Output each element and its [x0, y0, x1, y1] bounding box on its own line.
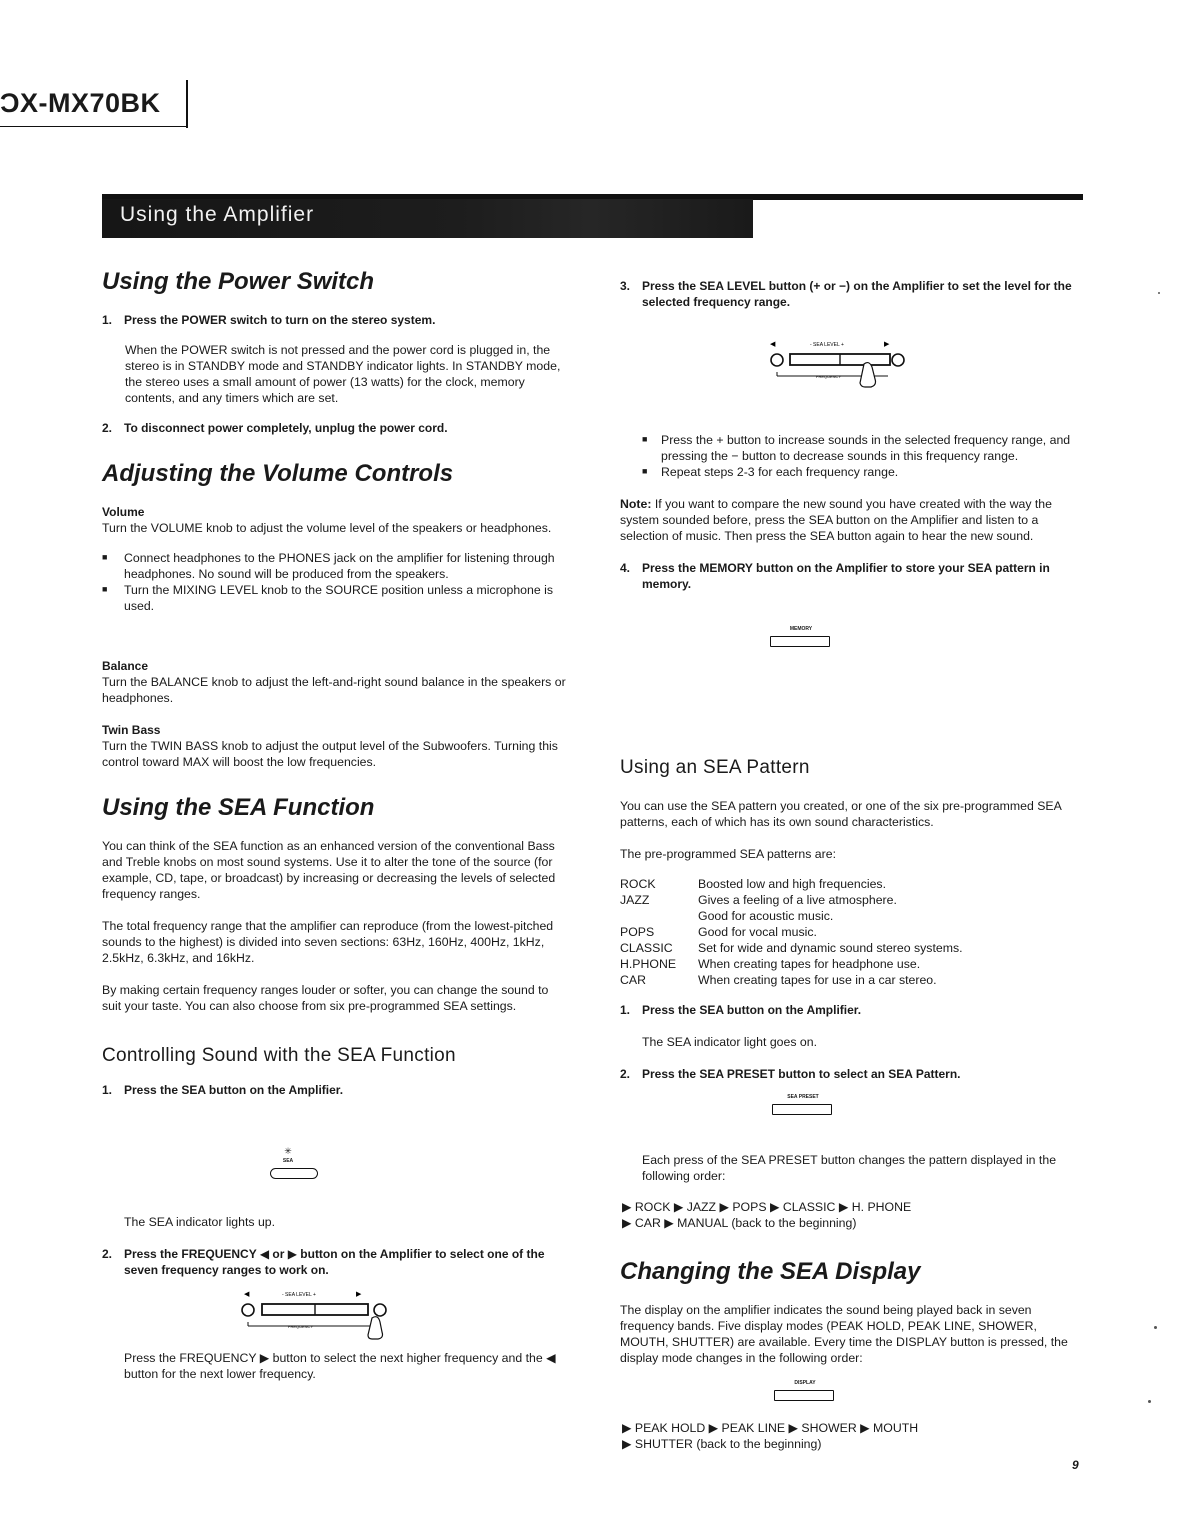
power-title: Using the Power Switch [102, 268, 375, 295]
power-step-1-body: When the POWER switch is not pressed and the power cord is plugged in, the stereo is in STANDBY mode and STANDBY indicator lights. In STANDBY mode, the stereo uses a small amount of power (13 watts) for the clock, memory contents, and any timers which are set. [125, 343, 561, 405]
pattern-section [620, 756, 1082, 1082]
pattern-row: ROCK Boosted low and high frequencies. [620, 877, 886, 891]
right-column [620, 278, 1082, 310]
sea-paragraph-1: You can think of the SEA function as an enhanced version of the conventional Bass and Treble knobs on most sound systems. Use it to alter the tone of the source (for example, CD, tape, or broadcast) by increasing or decreasing the levels of selected frequency ranges. [102, 839, 556, 901]
sea-indicator-icon: ✳ [284, 1146, 292, 1156]
frequency-label-2: FREQUENCY [816, 374, 842, 379]
scan-speck [1158, 292, 1160, 294]
pattern-step-1: 1. Press the SEA button on the Amplifier. [620, 1003, 862, 1017]
pattern-order-line-1: ▶ ROCK ▶ JAZZ ▶ POPS ▶ CLASSIC ▶ H. PHONE [622, 1200, 912, 1214]
memory-button[interactable] [770, 636, 830, 647]
display-order-line-2: ▶ SHUTTER (back to the beginning) [622, 1437, 822, 1451]
sea-label: SEA [282, 1158, 294, 1164]
right-bullets [642, 432, 1082, 480]
note-block [620, 496, 1082, 592]
volume-title: Adjusting the Volume Controls [102, 460, 454, 487]
svg-text:▶: ▶ [356, 1291, 362, 1298]
left-column [102, 268, 568, 1098]
volume-bullet-2: ■ Turn the MIXING LEVEL knob to the SOURCE position unless a microphone is used. [102, 582, 568, 614]
control-step-1-note: The SEA indicator lights up. [124, 1215, 276, 1229]
display-paragraph: The display on the amplifier indicates the sound being played back in seven frequency bands. Five display modes (PEAK HOLD, PEAK LINE, SHOWER, MOUTH, SHUTTER) are available. Every time the DISPLAY button is pressed, the display mode changes in the following order: [620, 1303, 1068, 1365]
pattern-step-2: 2. Press the SEA PRESET button to select an SEA Pattern. [620, 1067, 961, 1081]
svg-text:◀: ◀ [770, 341, 776, 348]
sea-function-title: Using the SEA Function [102, 794, 375, 821]
pattern-table [620, 876, 1082, 988]
pattern-step-1-note: The SEA indicator light goes on. [642, 1035, 817, 1049]
sea-paragraph-3: By making certain frequency ranges louder or softer, you can change the sound to suit your taste. You can also choose from six pre-programmed SEA settings. [102, 983, 549, 1013]
section-title: Using the Amplifier [120, 203, 315, 226]
memory-button-figure [770, 626, 832, 650]
frequency-button-figure [234, 1288, 394, 1340]
balance-body: Turn the BALANCE knob to adjust the left-and-right sound balance in the speakers or headphones. [102, 675, 566, 705]
volume-bullet-1: ■ Connect headphones to the PHONES jack on the amplifier for listening through headphones. No sound will be produced from the speakers. [102, 550, 568, 582]
pressing-finger-icon [368, 1317, 383, 1339]
volume-body: Turn the VOLUME knob to adjust the volume level of the speakers or headphones. [102, 521, 552, 535]
pattern-order [622, 1199, 1082, 1231]
memory-label: MEMORY [789, 626, 813, 632]
twin-bass-body: Turn the TWIN BASS knob to adjust the output level of the Subwoofers. Turning this control toward MAX will boost the low frequencies. [102, 739, 558, 769]
control-bullet-2: ■ Repeat steps 2-3 for each frequency range. [642, 464, 1082, 480]
sea-level-label-1: - SEA LEVEL + [282, 1292, 316, 1298]
control-title: Controlling Sound with the SEA Function [102, 1045, 456, 1066]
left-knob-icon [242, 1304, 254, 1316]
power-step-2: 2. To disconnect power completely, unplug the power cord. [102, 421, 448, 435]
note-text: Note: If you want to compare the new sound you have created with the way the system sounded before, press the SEA button on the Amplifier and listen to a selection of music. Then press the SEA button again to hear the new sound. [620, 497, 1052, 543]
sea-level-button-figure [770, 338, 930, 396]
sea-level-label-2: - SEA LEVEL + [810, 342, 844, 348]
control-bullet-1: ■ Press the + button to increase sounds in the selected frequency range, and pressing the − button to decrease sounds in this frequency range. [642, 432, 1082, 464]
model-underline [0, 126, 188, 127]
sea-preset-button[interactable] [772, 1104, 832, 1115]
right-knob-icon [374, 1304, 386, 1316]
control-step-1: 1. Press the SEA button on the Amplifier. [102, 1083, 344, 1097]
scan-speck [1148, 1400, 1151, 1403]
pattern-paragraph-2: The pre-programmed SEA patterns are: [620, 847, 836, 861]
pattern-row: Good for acoustic music. [698, 909, 834, 923]
pattern-title: Using an SEA Pattern [620, 757, 810, 778]
sea-preset-label: SEA PRESET [787, 1094, 819, 1100]
display-button-figure [774, 1380, 836, 1404]
pressing-finger-icon-2 [860, 363, 876, 387]
pattern-order-line-2: ▶ CAR ▶ MANUAL (back to the beginning) [622, 1216, 857, 1230]
model-number: ϽX-MX70BK [0, 88, 161, 118]
sea-preset-button-figure [772, 1094, 834, 1118]
display-order [622, 1420, 1082, 1452]
pattern-paragraph-1: You can use the SEA pattern you created, or one of the six pre-programmed SEA patterns, each of which has its own sound characteristics. [620, 799, 1062, 829]
left-column-lower [102, 1214, 568, 1278]
frequency-label-1: FREQUENCY [288, 1324, 314, 1329]
pattern-step-2-note: Each press of the SEA PRESET button changes the pattern displayed in the following order: [642, 1153, 1057, 1183]
svg-text:◀: ◀ [244, 1291, 250, 1298]
sea-button[interactable] [270, 1168, 318, 1179]
pattern-row: JAZZ Gives a feeling of a live atmosphere. [620, 893, 897, 907]
pattern-row: POPS Good for vocal music. [620, 925, 817, 939]
power-step-1: 1. Press the POWER switch to turn on the stereo system. [102, 313, 436, 327]
sea-button-figure [258, 1146, 318, 1182]
display-label: DISPLAY [794, 1380, 816, 1386]
control-step-2-note: Press the FREQUENCY ▶ button to select the next higher frequency and the ◀ button for the next lower frequency. [124, 1351, 556, 1381]
sea-paragraph-2: The total frequency range that the amplifier can reproduce (from the lowest-pitched sounds to the highest) is divided into seven sections: 63Hz, 160Hz, 400Hz, 1kHz, 2.5kHz, 6.3kHz, and 16kHz. [102, 919, 554, 965]
display-section [620, 1258, 1082, 1366]
pattern-row: CAR When creating tapes for use in a car stereo. [620, 973, 937, 987]
control-step-4: 4. Press the MEMORY button on the Amplifier to store your SEA pattern in memory. [620, 561, 1050, 591]
pattern-row: H.PHONE When creating tapes for headphone use. [620, 957, 921, 971]
display-order-line-1: ▶ PEAK HOLD ▶ PEAK LINE ▶ SHOWER ▶ MOUTH [622, 1421, 919, 1435]
control-step-2: 2. Press the FREQUENCY ◀ or ▶ button on the Amplifier to select one of the seven frequency ranges to work on. [102, 1247, 545, 1277]
model-divider [186, 80, 188, 128]
twin-bass-heading: Twin Bass [102, 723, 161, 737]
page-number: 9 [1072, 1458, 1079, 1472]
pattern-row: CLASSIC Set for wide and dynamic sound stereo systems. [620, 941, 963, 955]
svg-text:▶: ▶ [884, 341, 890, 348]
volume-heading: Volume [102, 505, 145, 519]
balance-heading: Balance [102, 659, 149, 673]
control-step-3: 3. Press the SEA LEVEL button (+ or −) on the Amplifier to set the level for the selected frequency range. [620, 279, 1072, 309]
display-title: Changing the SEA Display [620, 1258, 921, 1285]
scan-speck [1154, 1326, 1157, 1329]
display-button[interactable] [774, 1390, 834, 1401]
